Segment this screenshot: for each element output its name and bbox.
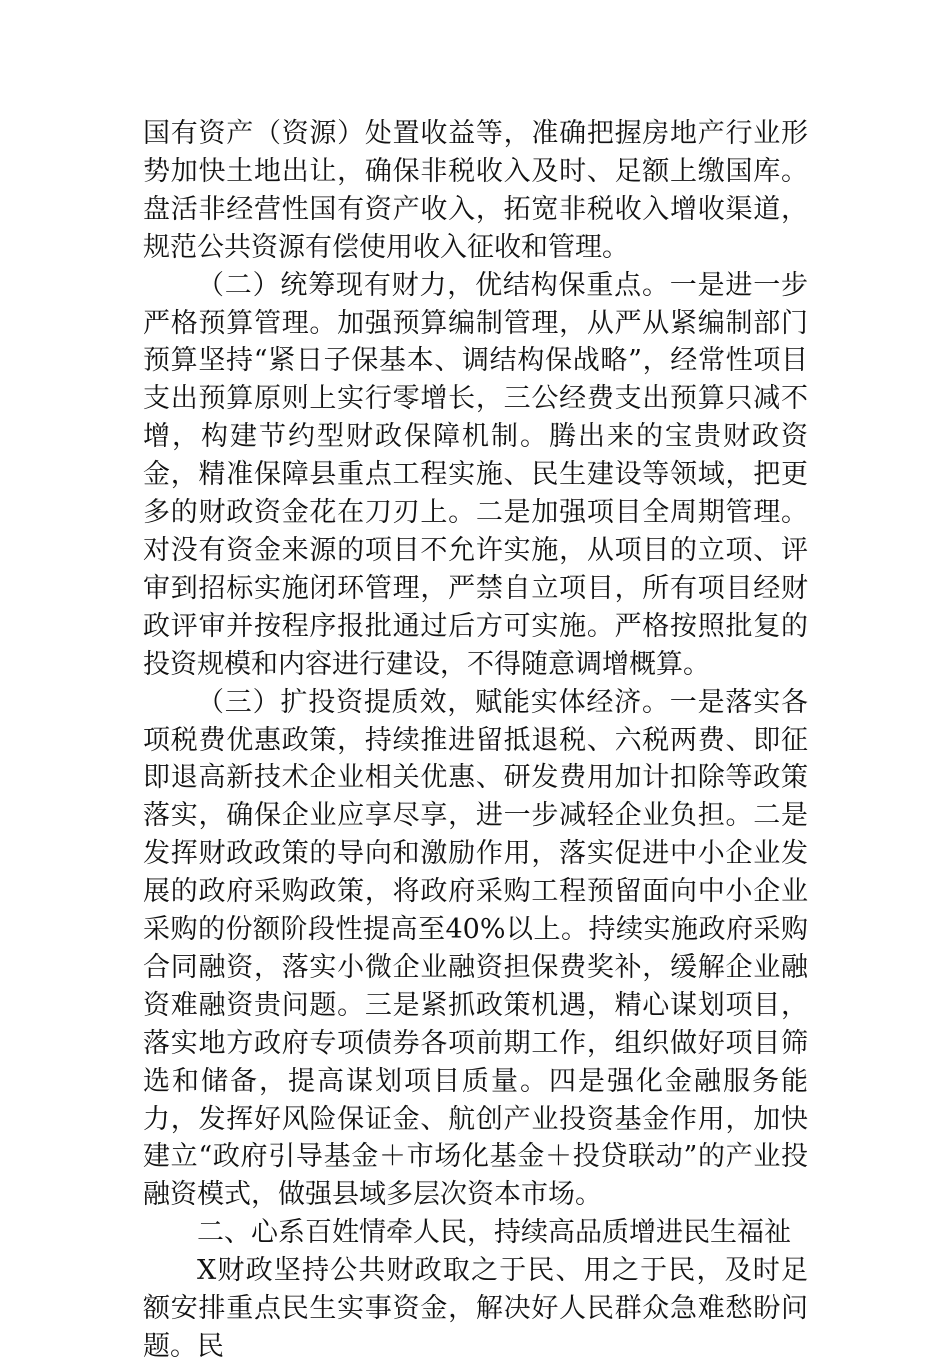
paragraph-public-finance: X财政坚持公共财政取之于民、用之于民，及时足额安排重点民生实事资金，解决好人民群众急难愁盼问题。民	[143, 1255, 808, 1362]
paragraph-section-two: （二）统筹现有财力，优结构保重点。一是进一步严格预算管理。加强预算编制管理，从严从紧编制部门预算坚持“紧日子保基本、调结构保战略”，经常性项目支出预算原则上实行零增长，三公经费支出预算只减不增，构建节约型财政保障机制。腾出来的宝贵财政资金，精准保障县重点工程实施、民生建设等领域，把更多的财政资金花在刀刃上。二是加强项目全周期管理。对没有资金来源的项目不允许实施，从项目的立项、评审到招标实施闭环管理，严禁自立项目，所有项目经财政评审并按程序报批通过后方可实施。严格按照批复的投资规模和内容进行建设，不得随意调增概算。	[143, 269, 808, 680]
paragraph-nontax-revenue: 国有资产（资源）处置收益等，准确把握房地产行业形势加快土地出让，确保非税收入及时、足额上缴国库。盘活非经营性国有资产收入，拓宽非税收入增收渠道，规范公共资源有偿使用收入征收和管理。	[143, 118, 808, 263]
heading-people-livelihood: 二、心系百姓情牵人民，持续高品质增进民生福祉	[197, 1217, 791, 1249]
document-body	[143, 115, 808, 1366]
paragraph-section-three: （三）扩投资提质效，赋能实体经济。一是落实各项税费优惠政策，持续推进留抵退税、六税两费、即征即退高新技术企业相关优惠、研发费用加计扣除等政策落实，确保企业应享尽享，进一步减轻企业负担。二是发挥财政政策的导向和激励作用，落实促进中小企业发展的政府采购政策，将政府采购工程预留面向中小企业采购的份额阶段性提高至40%以上。持续实施政府采购合同融资，落实小微企业融资担保费奖补，缓解企业融资难融资贵问题。三是紧抓政策机遇，精心谋划项目，落实地方政府专项债券各项前期工作，组织做好项目筛选和储备，提高谋划项目质量。四是强化金融服务能力，发挥好风险保证金、航创产业投资基金作用，加快建立“政府引导基金＋市场化基金＋投贷联动”的产业投融资模式，做强县域多层次资本市场。	[143, 686, 808, 1211]
